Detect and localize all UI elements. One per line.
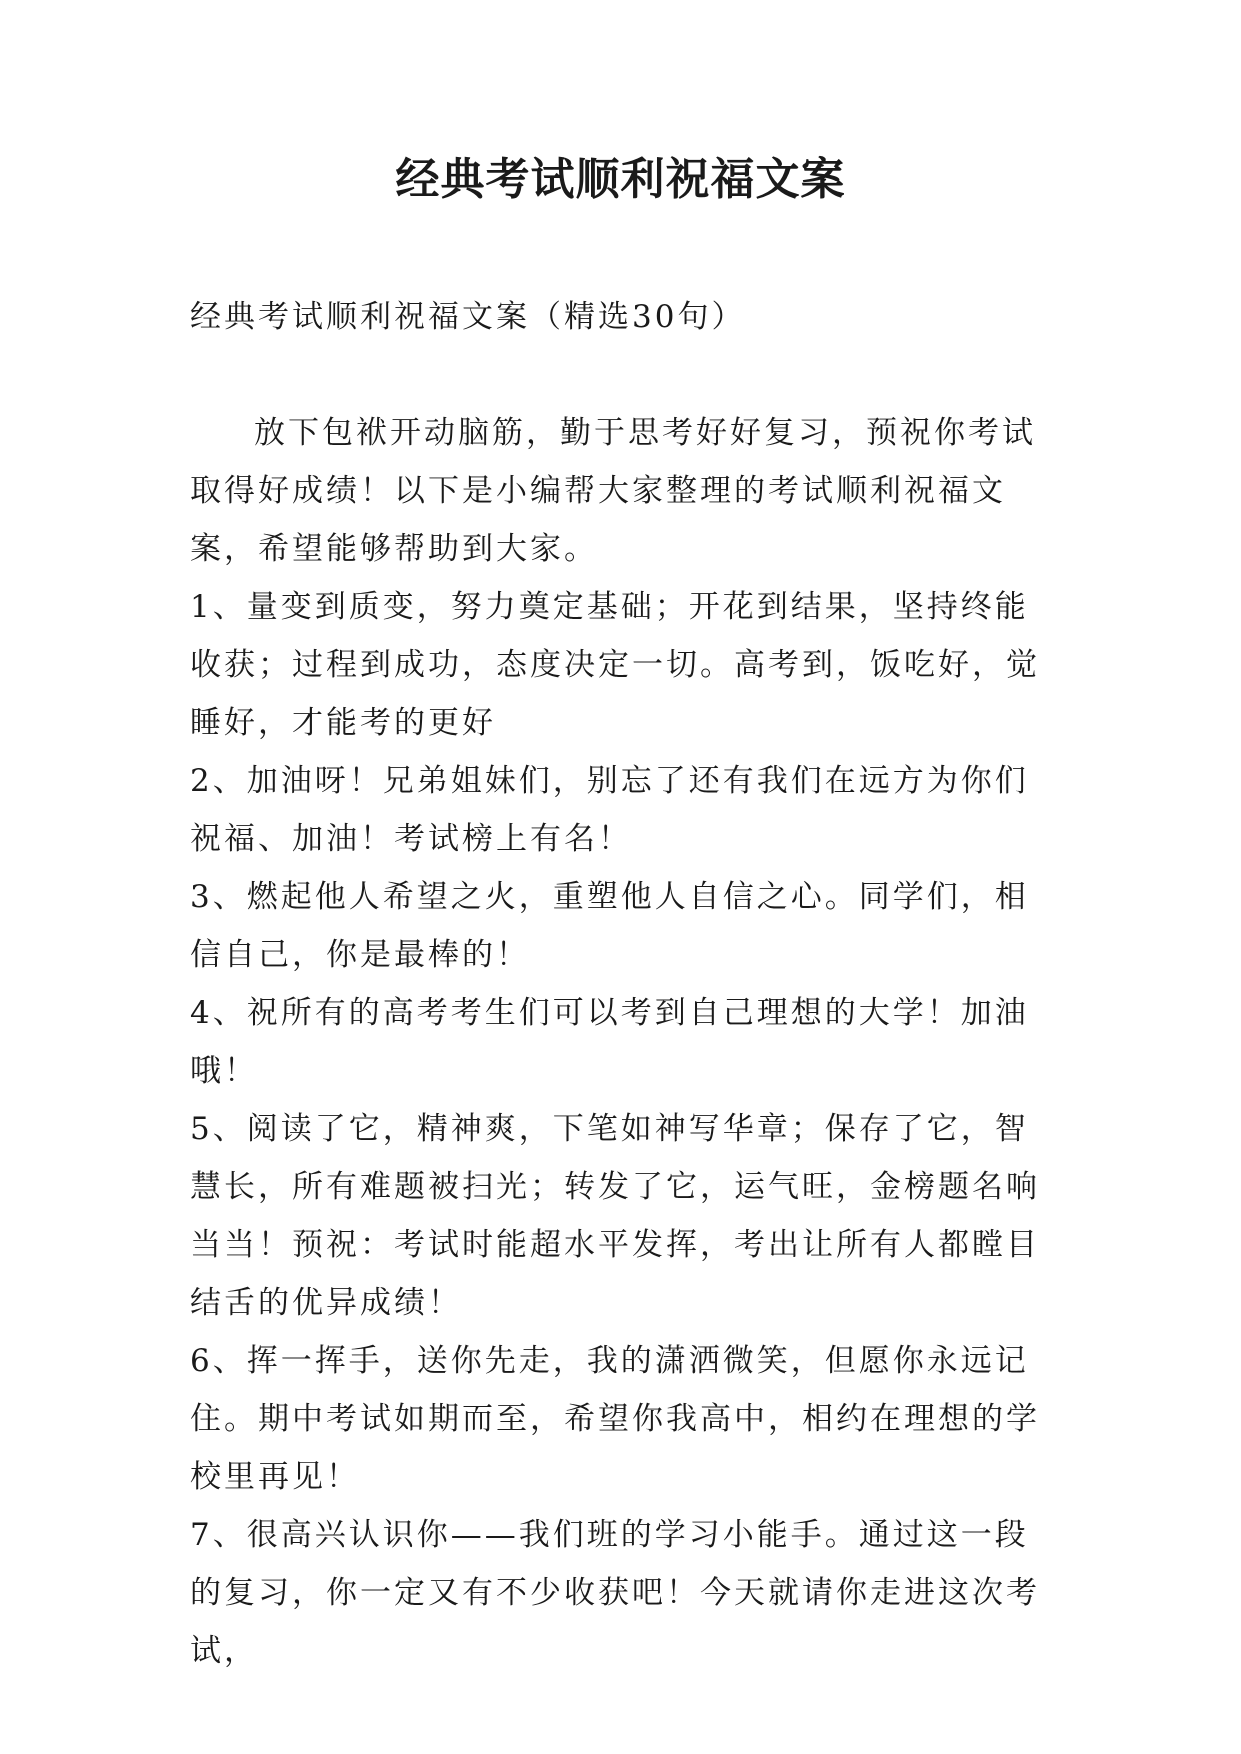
- list-item: 6、挥一挥手，送你先走，我的潇洒微笑，但愿你永远记住。期中考试如期而至，希望你我高中，相约在理想的学校里再见！: [190, 1343, 1040, 1495]
- list-item: 2、加油呀！兄弟姐妹们，别忘了还有我们在远方为你们祝福、加油！考试榜上有名！: [190, 763, 1029, 857]
- list-item: 3、燃起他人希望之火，重塑他人自信之心。同学们，相信自己，你是最棒的！: [190, 879, 1029, 973]
- document-body: [190, 288, 1060, 1680]
- list-item: 7、很高兴认识你——我们班的学习小能手。通过这一段的复习，你一定又有不少收获吧！今天就请你走进这次考试，: [190, 1517, 1040, 1669]
- list-item: 5、阅读了它，精神爽，下笔如神写华章；保存了它，智慧长，所有难题被扫光；转发了它，运气旺，金榜题名响当当！预祝：考试时能超水平发挥，考出让所有人都瞠目结舌的优异成绩！: [190, 1111, 1040, 1321]
- document-subtitle: 经典考试顺利祝福文案（精选30句）: [190, 299, 746, 335]
- document-title: 经典考试顺利祝福文案: [395, 154, 846, 205]
- list-item: 4、祝所有的高考考生们可以考到自己理想的大学！加油哦！: [190, 995, 1029, 1089]
- list-item: 1、量变到质变，努力奠定基础；开花到结果，坚持终能收获；过程到成功，态度决定一切。高考到，饭吃好，觉睡好，才能考的更好: [190, 589, 1040, 741]
- intro-paragraph: 放下包袱开动脑筋，勤于思考好好复习，预祝你考试取得好成绩！以下是小编帮大家整理的考试顺利祝福文案，希望能够帮助到大家。: [190, 415, 1036, 567]
